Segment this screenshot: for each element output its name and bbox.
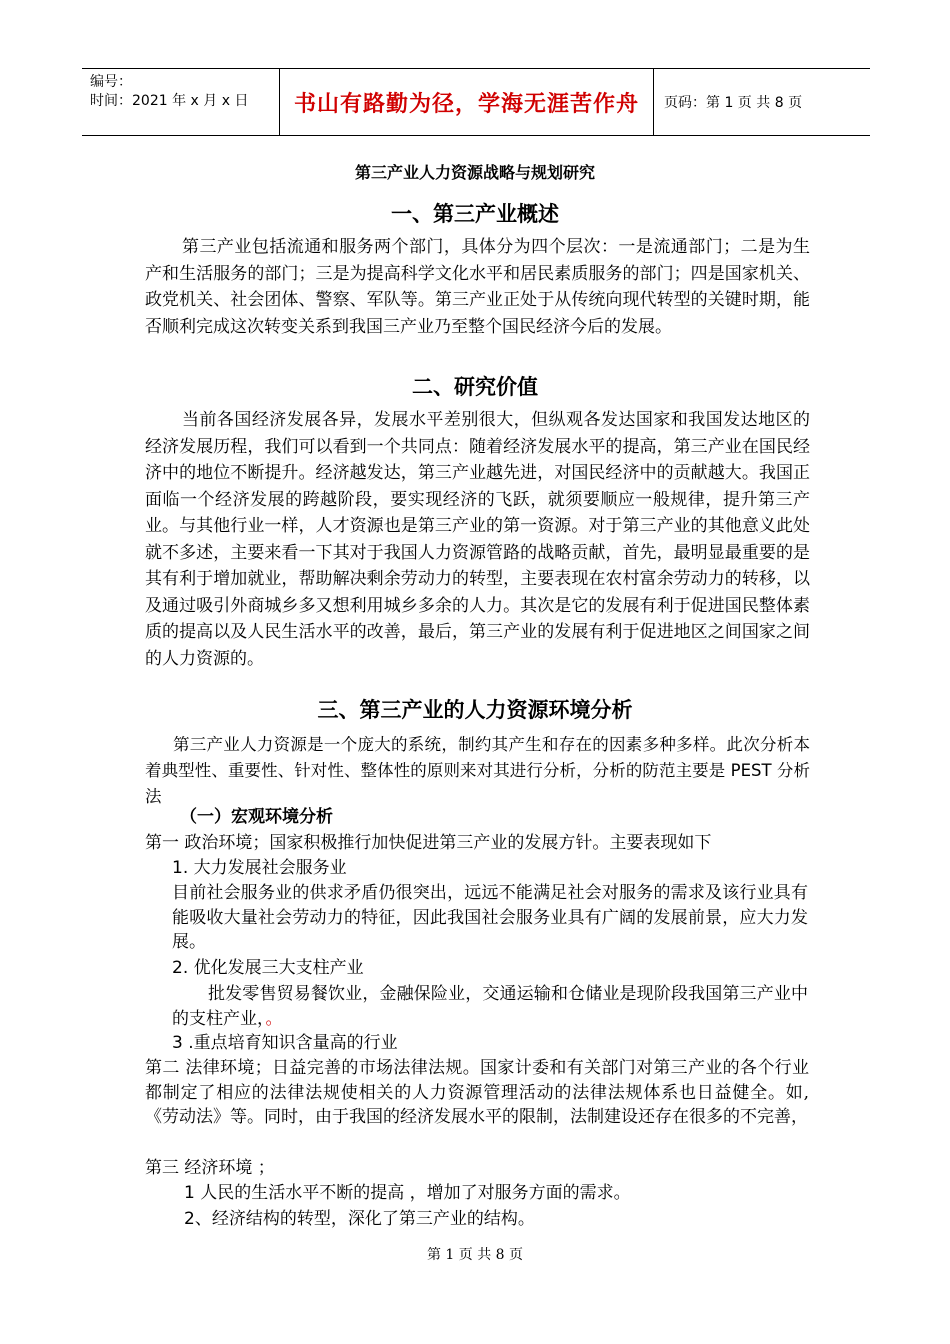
economic-item1: 1 人民的生活水平不断的提高 ，增加了对服务方面的需求。 <box>184 1183 631 1203</box>
item1-body: 目前社会服务业的供求矛盾仍很突出，远远不能满足社会对服务的需求及该行业具有 能吸收大量社会劳动力的特征，因此我国社会服务业具有广阔的发展前景，应大力发展。 <box>172 883 831 952</box>
header-motto: 书山有路勤为径，学海无涯苦作舟 <box>280 69 654 135</box>
date-label: 时间：2021 年 x 月 x 日 <box>90 93 249 109</box>
section3-intro: 第三产业人力资源是一个庞大的系统，制约其产生和存在的因素多种多样。此次分析本着典型性、重要性、针对性、整体性的原则来对其进行分析，分析的防范主要是 PEST 分析法 <box>145 735 810 806</box>
page-footer: 第 1 页 共 8 页 <box>426 1247 524 1263</box>
item1-title: 1. 大力发展社会服务业 <box>172 858 347 878</box>
item2-title: 2. 优化发展三大支柱产业 <box>172 958 364 978</box>
item2-text: 批发零售贸易餐饮业，金融保险业，交通运输和仓储业是现阶段我国第三产业中的支柱产业， <box>172 984 808 1029</box>
section2-body: 当前各国经济发展各异，发展水平差别很大，但纵观各发达国家和我国发达地区的经济发展历程，我们可以看到一个共同点：随着经济发展水平的提高，第三产业在国民经济中的地位不断提升。经济越发达，第三产业越先进，对国民经济中的贡献越大。我国正面临一个经济发展的跨越阶段，要实现经济的飞跃，就须要顺应一般规律，提升第三产业。与其他行业一样，人才资源也是第三产业的第一资源。对于第三产业的其他意义此处就不多述，主要来看一下其对于我国人力资源管路的战略贡献，首先，最明显最重要的是其有利于增加就业，帮助解决剩余劳动力的转型，主要表现在农村富余劳动力的转移，以及通过吸引外商城乡多又想利用城乡多余的人力。其次是它的发展有利于促进国民整体素质的提高以及人民生活水平的改善，最后，第三产业的发展有利于促进地区之间国家之间的人力资源的。 <box>145 410 810 669</box>
item2-body <box>172 982 808 1031</box>
item3-title: 3 .重点培育知识含量高的行业 <box>172 1033 398 1053</box>
section2-heading: 二、研究价值 <box>412 375 538 399</box>
economic-item2: 2、经济结构的转型，深化了第三产业的结构。 <box>184 1209 535 1229</box>
political-environment: 第一 政治环境；国家积极推行加快促进第三产业的发展方针。主要表现如下 <box>145 833 712 853</box>
item2-red-mark: 。 <box>265 1008 283 1029</box>
legal-environment: 第二 法律环境；日益完善的市场法律法规。国家计委和有关部门对第三产业的各个行业都制定了相应的法律法规使相关的人力资源管理活动的法律法规体系也日益健全。如,《劳动法》等。同时，由于我国的经济发展水平的限制，法制建设还存在很多的不完善， <box>145 1058 809 1127</box>
document-title: 第三产业人力资源战略与规划研究 <box>354 163 595 182</box>
header-meta <box>82 69 280 135</box>
section1-heading: 一、第三产业概述 <box>391 202 559 226</box>
macro-analysis-heading: （一）宏观环境分析 <box>180 807 333 827</box>
number-label: 编号： <box>90 74 132 90</box>
page-header <box>82 68 870 136</box>
economic-environment: 第三 经济环境 ； <box>145 1158 275 1178</box>
header-page-info: 页码：第 1 页 共 8 页 <box>664 95 803 111</box>
section3-heading: 三、第三产业的人力资源环境分析 <box>317 698 633 722</box>
section1-body: 第三产业包括流通和服务两个部门，具体分为四个层次：一是流通部门；二是为生产和生活服务的部门；三是为提高科学文化水平和居民素质服务的部门；四是国家机关、政党机关、社会团体、警察、军队等。第三产业正处于从传统向现代转型的关键时期，能否顺利完成这次转变关系到我国三产业乃至整个国民经济今后的发展。 <box>145 237 810 337</box>
